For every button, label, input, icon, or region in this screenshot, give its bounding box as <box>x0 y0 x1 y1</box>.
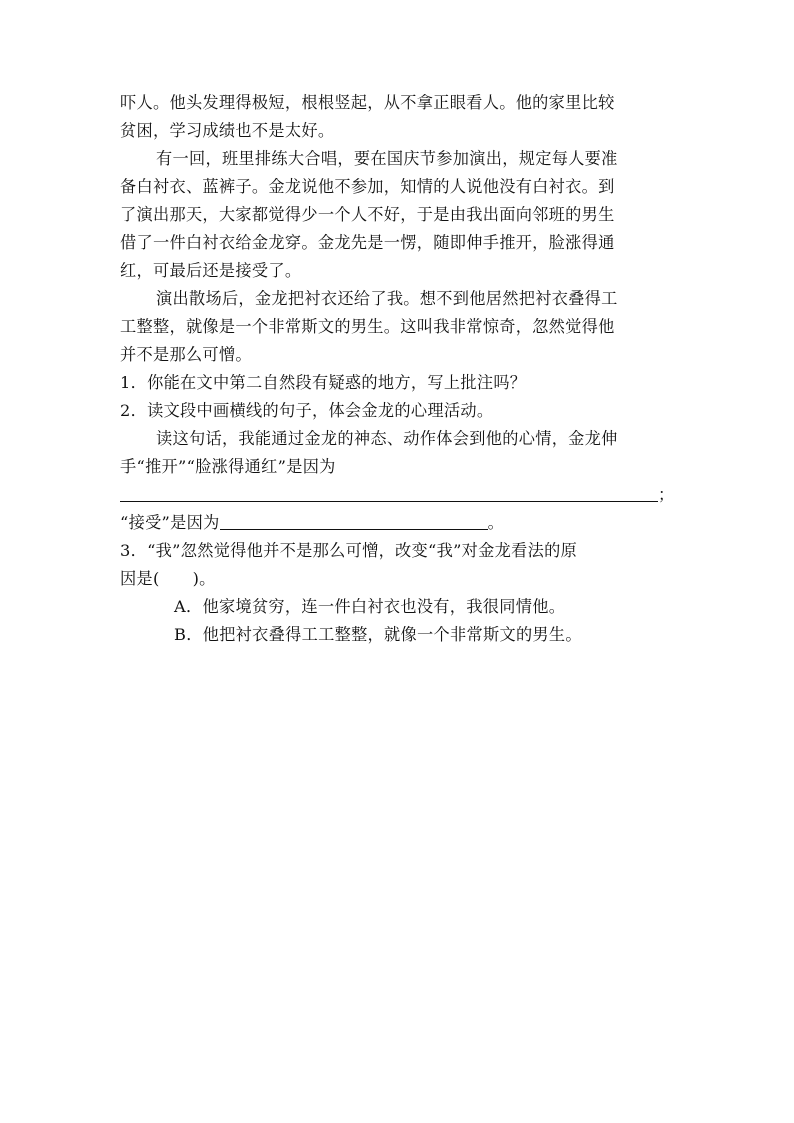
option-b[interactable]: B．他把衬衣叠得工工整整，就像一个非常斯文的男生。 <box>174 625 582 644</box>
answer-line-2 <box>120 512 504 534</box>
passage-line: 演出散场后，金龙把衬衣还给了我。想不到他居然把衬衣叠得工 <box>156 289 618 308</box>
passage-line: 备白衬衣、蓝裤子。金龙说他不参加，知情的人说他没有白衬衣。到 <box>120 177 615 196</box>
answer-line-1 <box>120 484 675 506</box>
answer-blank[interactable] <box>120 485 658 502</box>
question-2-text: 读这句话，我能通过金龙的神态、动作体会到他的心情，金龙伸 <box>156 429 618 448</box>
passage-line: 并不是那么可憎。 <box>120 345 252 364</box>
question-3: 3．“我”忽然觉得他并不是那么可憎，改变“我”对金龙看法的原 <box>120 541 578 560</box>
passage-line: 了演出那天，大家都觉得少一个人不好，于是由我出面向邻班的男生 <box>120 205 615 224</box>
answer-prefix: “接受”是因为 <box>120 513 220 532</box>
passage-line: 贫困，学习成绩也不是太好。 <box>120 121 335 140</box>
question-2-text: 手“推开”“脸涨得通红”是因为 <box>120 457 336 476</box>
question-1: 1．你能在文中第二自然段有疑惑的地方，写上批注吗？ <box>120 373 527 392</box>
passage-line: 有一回，班里排练大合唱，要在国庆节参加演出，规定每人要准 <box>156 149 618 168</box>
answer-blank[interactable] <box>220 513 488 530</box>
passage-line: 工整整，就像是一个非常斯文的男生。这叫我非常惊奇，忽然觉得他 <box>120 317 615 336</box>
option-a[interactable]: A．他家境贫穷，连一件白衬衣也没有，我很同情他。 <box>174 597 566 616</box>
question-3-text: 因是( )。 <box>120 569 216 588</box>
passage-line: 借了一件白衬衣给金龙穿。金龙先是一愣，随即伸手推开，脸涨得通 <box>120 233 615 252</box>
answer-suffix: 。 <box>487 513 505 532</box>
question-2: 2．读文段中画横线的句子，体会金龙的心理活动。 <box>120 401 494 420</box>
passage-line: 吓人。他头发理得极短，根根竖起，从不拿正眼看人。他的家里比较 <box>120 93 615 112</box>
passage-line: 红，可最后还是接受了。 <box>120 261 302 280</box>
semicolon: ； <box>658 485 675 504</box>
